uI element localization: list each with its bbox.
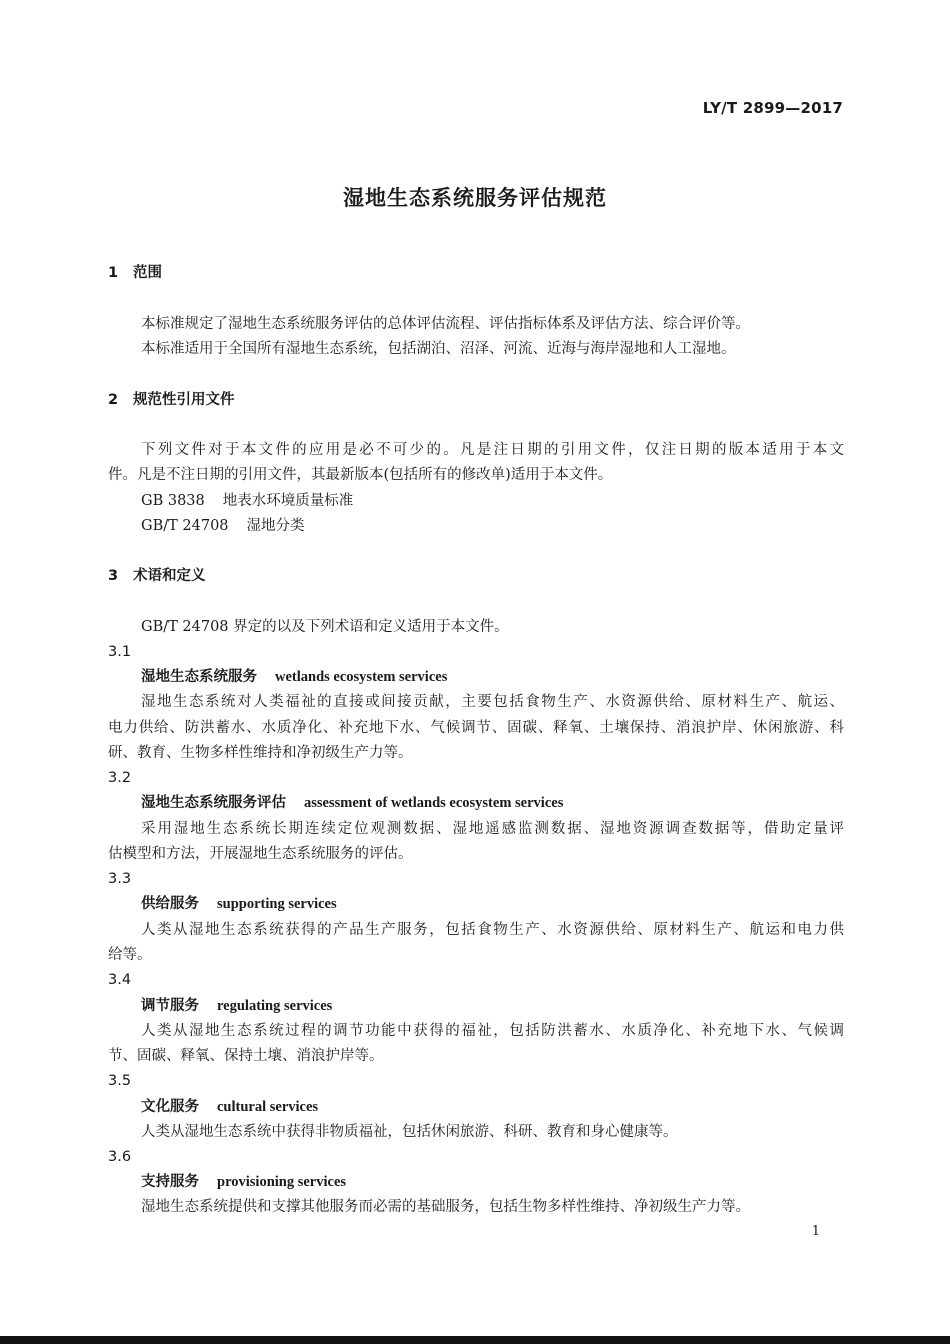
definition-line: 估模型和方法，开展湿地生态系统服务的评估。 (108, 846, 413, 862)
term-en: wetlands ecosystem services (275, 669, 448, 685)
section-title: 范围 (133, 265, 162, 281)
term-number: 3.1 (108, 644, 132, 660)
term-number: 3.2 (108, 770, 132, 786)
definition-line: 人类从湿地生态系统过程的调节功能中获得的福祉，包括防洪蓄水、水质净化、补充地下水、气候调 (141, 1023, 844, 1039)
section-title: 术语和定义 (133, 568, 206, 584)
paragraph-line: 下列文件对于本文件的应用是必不可少的。凡是注日期的引用文件，仅注日期的版本适用于本文 (141, 442, 844, 458)
paragraph: 本标准适用于全国所有湿地生态系统，包括湖泊、沼泽、河流、近海与海岸湿地和人工湿地。 (141, 341, 736, 357)
section-number: 1 (108, 265, 119, 281)
definition-line: 节、固碳、释氧、保持土壤、消浪护岸等。 (108, 1048, 384, 1064)
section-number: 3 (108, 568, 119, 584)
term-number: 3.3 (108, 871, 132, 887)
reference-code: GB/T 24708 (141, 518, 229, 534)
reference-item (141, 516, 844, 536)
definition-line: 研、教育、生物多样性维持和净初级生产力等。 (108, 745, 413, 761)
definition-line: 湿地生态系统提供和支撑其他服务而必需的基础服务，包括生物多样性维持、净初级生产力等。 (141, 1199, 750, 1215)
scan-edge-bar (0, 1336, 950, 1344)
term-zh: 文化服务 (141, 1099, 199, 1115)
reference-code: GB 3838 (141, 493, 205, 509)
definition-line: 采用湿地生态系统长期连续定位观测数据、湿地遥感监测数据、湿地资源调查数据等，借助定量评 (141, 821, 844, 837)
term-zh: 湿地生态系统服务 (141, 669, 257, 685)
term-number: 3.6 (108, 1149, 132, 1165)
term-zh: 湿地生态系统服务评估 (141, 795, 286, 811)
section-heading-3 (108, 566, 844, 586)
paragraph: GB/T 24708 界定的以及下列术语和定义适用于本文件。 (141, 619, 509, 635)
term-en: supporting services (217, 896, 337, 912)
definition-line: 人类从湿地生态系统获得的产品生产服务，包括食物生产、水资源供给、原材料生产、航运和电力供 (141, 922, 844, 938)
term-zh: 供给服务 (141, 896, 199, 912)
term-en: assessment of wetlands ecosystem services (304, 795, 564, 811)
standard-number: LY/T 2899—2017 (702, 99, 843, 117)
term-zh: 调节服务 (141, 998, 199, 1014)
term-entry (141, 894, 844, 914)
definition-line: 电力供给、防洪蓄水、水质净化、补充地下水、气候调节、固碳、释氧、土壤保持、消浪护岸、休闲旅游、科 (108, 720, 844, 736)
section-heading-2 (108, 390, 844, 410)
term-entry (141, 996, 844, 1016)
term-entry (141, 793, 844, 813)
paragraph: 本标准规定了湿地生态系统服务评估的总体评估流程、评估指标体系及评估方法、综合评价等。 (141, 316, 750, 332)
term-en: regulating services (217, 998, 333, 1014)
term-number: 3.5 (108, 1073, 132, 1089)
definition-line: 给等。 (108, 947, 152, 963)
section-number: 2 (108, 392, 119, 408)
document-title: 湿地生态系统服务评估规范 (343, 186, 607, 210)
section-heading-1 (108, 263, 844, 283)
definition-line: 湿地生态系统对人类福祉的直接或间接贡献，主要包括食物生产、水资源供给、原材料生产、航运、 (141, 694, 844, 710)
section-title: 规范性引用文件 (133, 392, 235, 408)
reference-name: 地表水环境质量标准 (222, 493, 354, 509)
term-en: provisioning services (217, 1174, 347, 1190)
paragraph-line: 件。凡是不注日期的引用文件，其最新版本(包括所有的修改单)适用于本文件。 (108, 467, 613, 483)
definition-line: 人类从湿地生态系统中获得非物质福祉，包括休闲旅游、科研、教育和身心健康等。 (141, 1124, 678, 1140)
term-entry (141, 1097, 844, 1117)
page-number: 1 (811, 1224, 820, 1239)
reference-item (141, 491, 844, 511)
term-en: cultural services (217, 1099, 319, 1115)
term-zh: 支持服务 (141, 1174, 199, 1190)
term-number: 3.4 (108, 972, 132, 988)
reference-name: 湿地分类 (246, 518, 305, 534)
term-entry (141, 667, 844, 687)
term-entry (141, 1172, 844, 1192)
